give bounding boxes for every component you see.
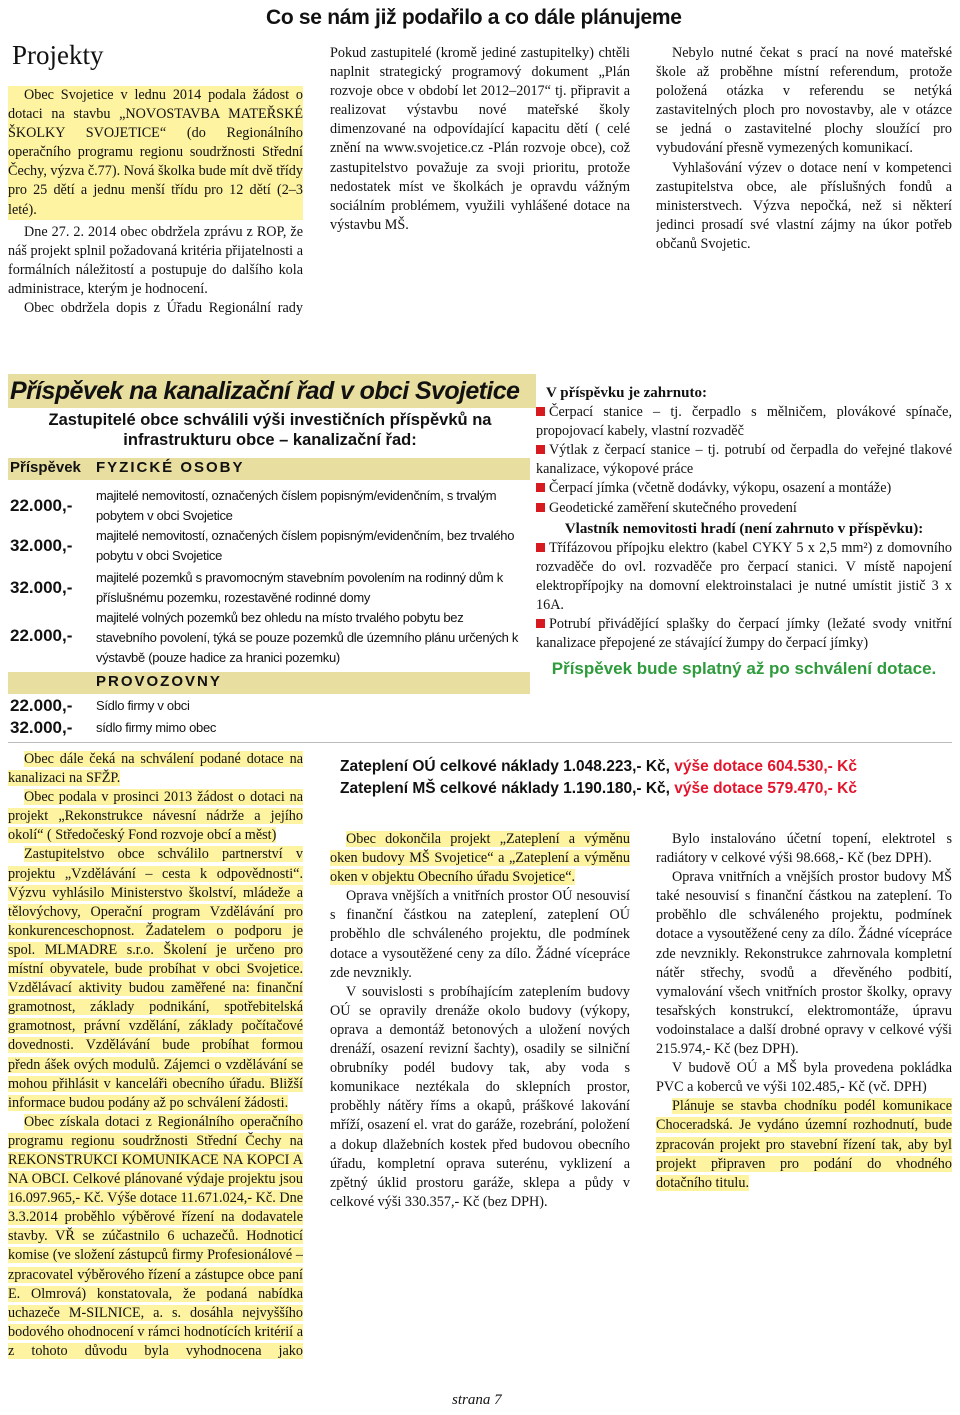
section-divider [8,742,952,743]
list-item [536,499,952,518]
bullet-icon [536,543,545,552]
zatepleni-ou-grant: výše dotace 604.530,- Kč [674,758,857,775]
row-description: majitelé volných pozemků bez ohledu na místo trvalého pobytu bez stavebního povolení, týká se pouze pozemků dle územního plánu určených k výstavbě (pouze hadice za hranici pozemku) [96,610,519,665]
zatepleni-ms-line [340,778,952,800]
text-drenaze: V souvislosti s probíhajícím zateplením budovy OÚ se opravily drenáže okolo budovy (výkopy, oprava a demontáž betonových a uložení nových drenáží, osazení revizní šachty), osadily se silniční obrubníky podél budovy tak, aby voda s komunikace neztékala do sklepních prostor, proběhly nátěry říms a okapů, práškové lakování mříží, osazení el. vrat do garáže, rozebrání, položení a dokup dlažebních kostek před budovou obecního úřadu, kompletní oprava suterénu, vyklizení a zpětný úklid prostoru garáže, sklepa a půdy v celkové výši 330.357,- Kč (bez DPH). [330,983,630,1210]
row-amount: 32.000,- [10,578,73,597]
zatepleni-ms-grant: výše dotace 579.470,- Kč [674,780,857,797]
bullet-icon [536,503,545,512]
text-topeni: Bylo instalováno účetní topení, elektrotel s radiátory v celkové výši 98.668,- Kč (bez DPH). [656,831,952,867]
zatepleni-ou-cost: Zateplení OÚ celkové náklady 1.048.223,- Kč, [340,758,670,775]
projekty-paragraph-4: Pokud zastupitelé (kromě jediné zastupitelky) chtěli naplnit strategický programový dokument „Plán rozvoje obce v období let 2012–2017“ tj. připravit a realizovat výstavbu nové mateřské školy dimenzované na odpovídající kapacitu dětí ( celé znění na www.svojetice.cz -Plán rozvoje obce), což zastupitelstvo považuje za svoji prioritu, protože nedostatek míst ve školkách je opravdu vážným sociálním problémem, využili vyhlášené dotace na výstavbu MŠ. [330,45,630,233]
row-description: majitelé pozemků s pravomocným stavebním povolením na rodinný dům k příslušnému pozemku, rozestavěné rodinné domy [96,570,503,605]
row-amount: 32.000,- [10,718,73,737]
row-description: sídlo firmy mimo obec [96,720,217,735]
bullet-icon [536,445,545,454]
kanalizace-conditions [536,384,952,679]
bullet-icon [536,619,545,628]
text-oprava-ms: Oprava vnitřních a vnějších prostor budovy MŠ také nesouvisí s finanční částkou na zateplení. To proběhlo dle schváleného projektu, podmínek dotace a vysoutěžené ceny za dílo. Žádné vícepráce zde nevznikly. Rekonstrukce zahrnovala kompletní nátěr střechy, svodů a dřevěného podbití, vymalování všech vnitřních prostor školky, opravy tesařských konstrukcí, elektromontáže, úpravu vodoinstalace a další drobné opravy v celkové výši 215.974,- Kč (bez DPH). [656,869,952,1058]
projekty-paragraph-3-lead: Obec obdržela dopis z Úřadu Regionální rady [24,300,303,317]
bottom-left-column [8,750,303,1362]
kanalizace-title-bar [8,374,536,408]
included-item-text: Čerpací stanice – tj. čerpadlo s mělničem, plovákové spínače, propojovací kabely, vlastní rozvaděč [536,404,952,440]
zatepleni-ou-line [340,756,952,778]
row-description: majitelé nemovitostí, označených číslem popisným/evidenčním, bez trvalého pobytu v obci Svojetice [96,528,515,563]
section-fyzicke-osoby: FYZICKÉ OSOBY [96,459,245,476]
bottom-middle-column [330,830,630,1366]
text-oprava-ou: Oprava vnějších a vnitřních prostor OÚ nesouvisí s finanční částkou na zateplení, zateplení OÚ proběhlo dle schváleného projektu, dle podmínek dotace a vysoutěžené ceny za dílo. Žádné vícepráce zde nevznikly. [330,888,630,981]
included-item-text: Čerpací jímka (včetně dodávky, výkopu, osazení a montáže) [549,480,892,497]
owner-title: Vlastník nemovitosti hradí (není zahrnuto v příspěvku): [564,520,924,537]
text-chodnik: Plánuje se stavba chodníku podél komunikace Choceradská. Je vydáno územní rozhodnutí, bude zpracován projekt pro stavební řízení tak, aby byl projekt připraven pro podání do vhodného dotačního titulu. [656,1098,952,1191]
row-amount: 32.000,- [10,536,73,555]
zatepleni-costs [340,756,952,806]
projekty-column-3 [656,44,952,366]
list-item [536,615,952,653]
list-item [536,403,952,441]
row-amount: 22.000,- [10,626,73,645]
owner-item-text: Třífázovou přípojku elektro (kabel CYKY 5 x 2,5 mm²) z domovního rozvaděče do ovl. rozvaděče pro čerpací stanici. V místě napojení elektropřípojky na domovní elektroinstalaci je nutné umístit jistič 3 x 16A. [536,539,952,614]
kanalizace-subtitle: Zastupitelé obce schválili výši investičních příspěvků na infrastrukturu obce – kanalizační řad: [48,411,492,449]
zatepleni-ms-cost: Zateplení MŠ celkové náklady 1.190.180,- Kč, [340,780,670,797]
projekty-paragraph-1: Obec Svojetice v lednu 2014 podala žádost o dotaci na stavbu „NOVOSTAVBA MATEŘSKÉ ŠKOLKY SVOJETICE“ (do Regionálního operačního programu regionu soudržnosti Střední Čechy, výzva č.77). Nová školka bude mít dvě třídy pro 25 dětí a jednu menší třídu pro 12 dětí (2–3 leté). [8,86,303,220]
projekty-column-1 [8,86,303,318]
section-heading-projekty: Projekty [12,40,104,70]
fyzicke-osoby-bar [8,458,530,480]
section-provozovny: PROVOZOVNY [96,673,222,690]
provozovny-bar [8,672,530,694]
page-number: strana 7 [452,1392,502,1408]
page-header-title: Co se nám již podařilo a co dále plánujeme [266,6,682,29]
row-description: Sídlo firmy v obci [96,698,190,713]
bottom-right-column [656,830,952,1366]
text-komunikace: Obec získala dotaci z Regionálního operačního programu regionu soudržnosti Střední Čechy na REKONSTRUKCI KOMUNIKACE NA KOPCI A NA OBCI. Celkové plánované výdaje projektu jsou 16.097.965,- Kč. Výše dotace 11.671.024,- Kč. Dne 3.3.2014 proběhlo výběrové řízení na dodavatele stavby. VŘ se zúčastnilo 6 uchazečů. Hodnoticí komise (ve složení zástupců firmy Profesionálové – zpracovatel výběrového řízení a zástupce obce paní E. Olmrová) konstatovala, že podaná nabídka uchazeče M-SILNICE, a. s. dosáhla nejvyššího bodového ohodnocení v rámci hodnotících kritérií a z tohoto důvodu byla vyhodnocena jako [8,1114,303,1362]
payable-notice: Příspěvek bude splatný až po schválení dotace. [551,659,937,679]
text-vzdelavani: Zastupitelstvo obce schválilo partnerství v projektu „Vzdělávání – cesta k odpovědnosti“. Výzvu vyhlásilo Ministerstvo školství, mládeže a tělovýchovy, Operační program Vzdělávání pro konkurenceschopnost. Žadatelem o podporu je spol. MLMADRE s.r.o. Školení je určeno pro místní obyvatele, bude probíhat v obci Svojetice. Vzdělávací aktivity budou zaměřené na: finanční gramotnost, základy podnikání, spotřebitelská gramotnost, právní vzdělání, základy počítačové dovednosti. Vzdělávání bude probíhat formou předn ášek ových modulů. Zájemci o vzdělávání se mohou přihlásit v kanceláři obecního úřadu. Bližší informace budou podány až po schválení žádosti. [8,846,303,1111]
row-description: majitelé nemovitostí, označených číslem popisným/evidenčním, s trvalým pobytem v obci Svojetice [96,488,497,523]
included-item-text: Výtlak z čerpací stanice – tj. potrubí od čerpadla do veřejné tlakové kanalizace, výkopové práce [536,442,952,478]
bullet-icon [536,407,545,416]
text-pvc: V budově OÚ a MŠ byla provedena pokládka PVC a koberců ve výši 102.485,- Kč (vč. DPH) [656,1060,952,1096]
list-item [536,479,952,498]
text-zatepleni-done: Obec dokončila projekt „Zateplení a výměnu oken budovy MŠ Svojetice“ a „Zateplení a výměnu oken v objektu Obecního úřadu Svojetice“. [330,831,630,886]
projekty-paragraph-3-start [8,299,303,318]
row-amount: 22.000,- [10,496,73,515]
projekty-paragraph-5: Nebylo nutné čekat s prací na nové mateřské škole až proběhne místní referendum, protože položená otázka v referendu se netýká zastavitelných ploch pro novostavby, ale v otázce se jedná o zastavitelné plochy sloužící pro vybudování přesně vymezených komunikací. [656,45,952,157]
owner-item-text: Potrubí přivádějící splašky do čerpací jímky (ležaté svody vnitřní kanalizace přepojené ze stávající žumpy do čerpací jímky) [536,616,952,652]
list-item [536,539,952,615]
text-sfzp: Obec dále čeká na schválení podané dotace na kanalizaci na SFŽP. [8,751,303,787]
included-title: V příspěvku je zahrnuto: [546,385,707,401]
projekty-paragraph-6: Vyhlašování výzev o dotace není v kompetenci zastupitelstva obce, ale příslušných fondů a ministerstvech. Výzva nepočká, než si některí jedinci prosadí své vlastní zájmy na úkor potřeb občanů Svojetic. [656,159,952,252]
bullet-icon [536,483,545,492]
projekty-column-2 [330,44,630,366]
projekty-paragraph-2: Dne 27. 2. 2014 obec obdržela zprávu z ROP, že náš projekt splnil požadovaná kritéria přijatelnosti a formálních náležitostí a postupuje do dalšího kola administrace, kterým je hodnocení. [8,223,303,297]
kanalizace-title: Příspěvek na kanalizační řad v obci Svojetice [10,377,520,405]
list-item [536,441,952,479]
text-navesni-nadrz: Obec podala v prosinci 2013 žádost o dotaci na projekt „Rekonstrukce návesní nádrže a jejího okolí“ ( Středočeský Fond rozvoje obcí a měst) [8,789,303,844]
col-label-prispevek: Příspěvek [10,459,81,476]
row-amount: 22.000,- [10,696,73,715]
included-item-text: Geodetické zaměření skutečného provedení [549,499,797,516]
